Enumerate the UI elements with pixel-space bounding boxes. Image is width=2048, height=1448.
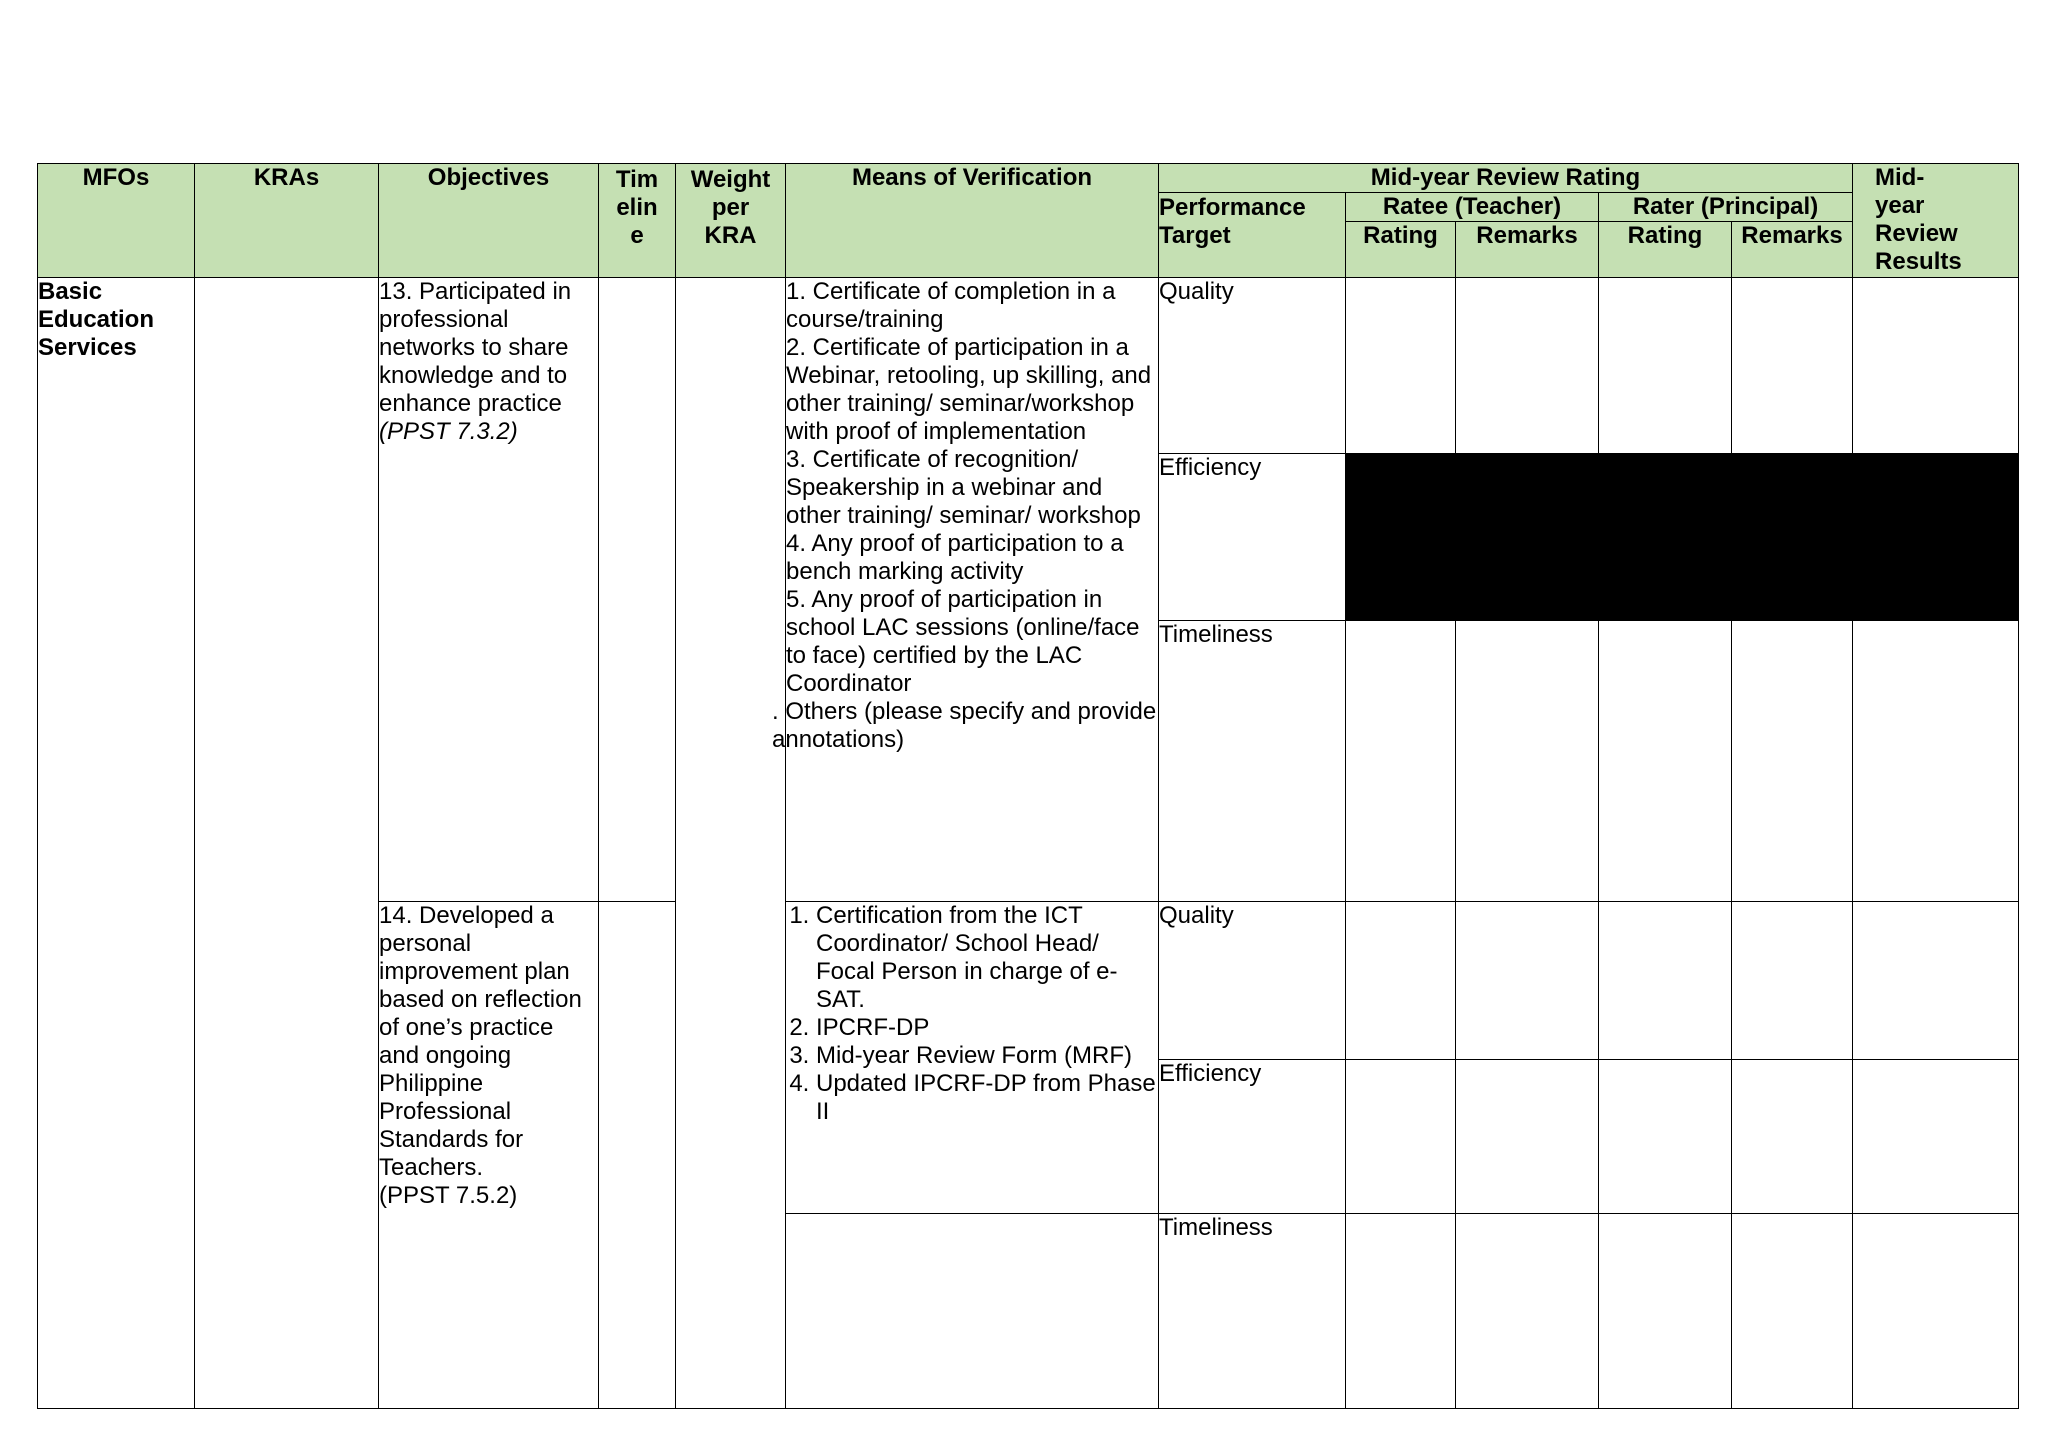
header-midyear-review-results: Mid-year Review Results bbox=[1853, 164, 2019, 278]
means-14-item-2: 2. IPCRF-DP bbox=[816, 1014, 1158, 1042]
header-timeline: Tim elin e bbox=[599, 164, 676, 278]
header-mfos: MFOs bbox=[38, 164, 195, 278]
mfo-cell: Basic Education Services bbox=[38, 278, 195, 1409]
ratee-rating-13-timeliness[interactable] bbox=[1346, 621, 1456, 902]
target-13-efficiency: Efficiency bbox=[1159, 454, 1346, 621]
rater-remarks-14-timeliness[interactable] bbox=[1732, 1214, 1853, 1409]
ratee-rating-14-quality[interactable] bbox=[1346, 902, 1456, 1060]
means-14-list bbox=[786, 902, 1158, 1126]
objective-14-ref: (PPST 7.5.2) bbox=[379, 1182, 518, 1209]
kra-cell bbox=[195, 278, 379, 1409]
means-13-item-3: 3. Certificate of recognition/ Speakership in a webinar and other training/ seminar/ workshop bbox=[786, 446, 1141, 529]
rater-rating-13-quality[interactable] bbox=[1599, 278, 1732, 454]
timeline-13[interactable] bbox=[599, 278, 676, 902]
header-ratee: Ratee (Teacher) bbox=[1346, 193, 1599, 222]
header-midyear-review-rating: Mid-year Review Rating bbox=[1159, 164, 1853, 193]
rater-rating-14-timeliness[interactable] bbox=[1599, 1214, 1732, 1409]
ipcrf-table bbox=[37, 163, 2019, 1409]
objective-13-ref: (PPST 7.3.2) bbox=[379, 418, 518, 445]
header-weight: Weight per KRA bbox=[676, 164, 786, 278]
header-ratee-remarks: Remarks bbox=[1456, 222, 1599, 278]
target-14-timeliness: Timeliness bbox=[1159, 1214, 1346, 1409]
rater-rating-14-efficiency[interactable] bbox=[1599, 1060, 1732, 1214]
target-13-quality: Quality bbox=[1159, 278, 1346, 454]
target-13-timeliness: Timeliness bbox=[1159, 621, 1346, 902]
rater-remarks-14-efficiency[interactable] bbox=[1732, 1060, 1853, 1214]
header-rater-rating: Rating bbox=[1599, 222, 1732, 278]
redacted-block bbox=[1346, 454, 2019, 621]
header-means-of-verification: Means of Verification bbox=[786, 164, 1159, 278]
timeline-14[interactable] bbox=[599, 902, 676, 1409]
header-kras: KRAs bbox=[195, 164, 379, 278]
means-13-item-6: . Others (please specify and provide annotations) bbox=[772, 698, 1157, 753]
results-14-timeliness[interactable] bbox=[1853, 1214, 2019, 1409]
means-13-item-1: 1. Certificate of completion in a course/training bbox=[786, 278, 1116, 333]
means-13 bbox=[772, 278, 1159, 902]
means-14-item-4: 4. Updated IPCRF-DP from Phase II bbox=[816, 1070, 1158, 1126]
ratee-remarks-13-timeliness[interactable] bbox=[1456, 621, 1599, 902]
rater-rating-13-timeliness[interactable] bbox=[1599, 621, 1732, 902]
objective-14-text: 14. Developed a personal improvement plan based on reflection of one’s practice and ongoing Philippine Professional Standards for Teachers. bbox=[379, 902, 582, 1181]
means-14-empty bbox=[786, 1214, 1159, 1409]
header-rater-remarks: Remarks bbox=[1732, 222, 1853, 278]
results-13-quality[interactable] bbox=[1853, 278, 2019, 454]
objective-14 bbox=[379, 902, 599, 1409]
target-14-efficiency: Efficiency bbox=[1159, 1060, 1346, 1214]
header-rater: Rater (Principal) bbox=[1599, 193, 1853, 222]
header-objectives: Objectives bbox=[379, 164, 599, 278]
ratee-rating-14-efficiency[interactable] bbox=[1346, 1060, 1456, 1214]
weight-cell[interactable] bbox=[676, 278, 786, 1409]
ratee-remarks-14-quality[interactable] bbox=[1456, 902, 1599, 1060]
means-14-item-3: 3. Mid-year Review Form (MRF) bbox=[816, 1042, 1158, 1070]
objective-13-text: 13. Participated in professional networks to share knowledge and to enhance practice bbox=[379, 278, 572, 417]
ratee-rating-13-quality[interactable] bbox=[1346, 278, 1456, 454]
ratee-remarks-13-quality[interactable] bbox=[1456, 278, 1599, 454]
means-13-item-5: 5. Any proof of participation in school LAC sessions (online/face to face) certified by the LAC Coordinator bbox=[786, 586, 1140, 697]
results-13-timeliness[interactable] bbox=[1853, 621, 2019, 902]
rater-remarks-13-quality[interactable] bbox=[1732, 278, 1853, 454]
header-ratee-rating: Rating bbox=[1346, 222, 1456, 278]
means-14-item-1: 1. Certification from the ICT Coordinator/ School Head/ Focal Person in charge of e-SAT. bbox=[816, 902, 1158, 1014]
objective-13 bbox=[379, 278, 599, 902]
ratee-remarks-14-timeliness[interactable] bbox=[1456, 1214, 1599, 1409]
rater-remarks-13-timeliness[interactable] bbox=[1732, 621, 1853, 902]
rater-rating-14-quality[interactable] bbox=[1599, 902, 1732, 1060]
rater-remarks-14-quality[interactable] bbox=[1732, 902, 1853, 1060]
ratee-rating-14-timeliness[interactable] bbox=[1346, 1214, 1456, 1409]
target-14-quality: Quality bbox=[1159, 902, 1346, 1060]
results-14-efficiency[interactable] bbox=[1853, 1060, 2019, 1214]
ratee-remarks-14-efficiency[interactable] bbox=[1456, 1060, 1599, 1214]
results-14-quality[interactable] bbox=[1853, 902, 2019, 1060]
means-13-item-4: 4. Any proof of participation to a bench marking activity bbox=[786, 530, 1124, 585]
means-13-item-2: 2. Certificate of participation in a Webinar, retooling, up skilling, and other training/ seminar/workshop with proof of implementation bbox=[786, 334, 1152, 445]
means-14 bbox=[786, 902, 1159, 1214]
header-performance-target: Performance Target bbox=[1159, 193, 1346, 278]
